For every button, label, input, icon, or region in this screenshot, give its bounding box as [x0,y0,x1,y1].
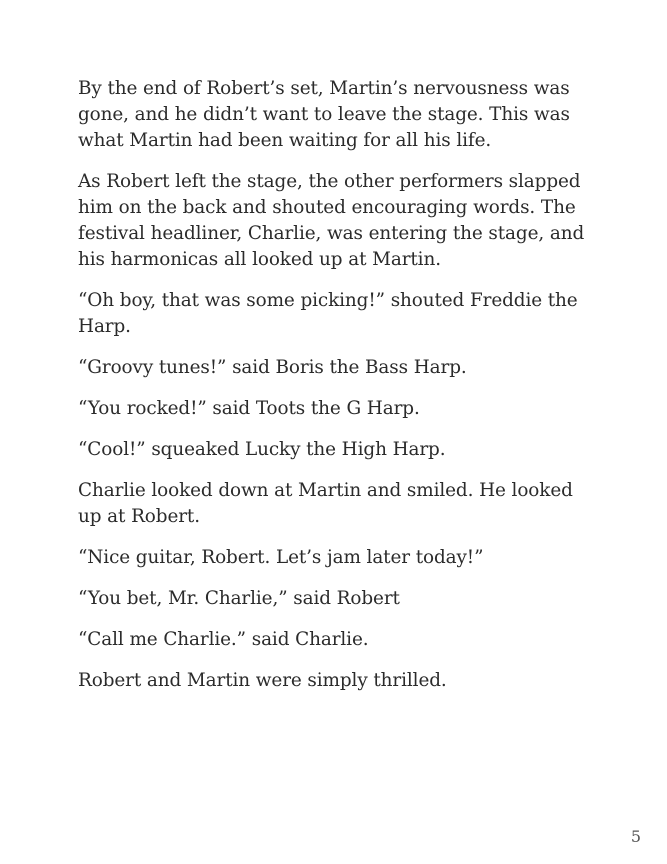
paragraph: By the end of Robert’s set, Martin’s nervousness was gone, and he didn’t want to leave the stage. This was what Martin had been waiting for all his life. [78,78,570,151]
paragraph: Robert and Martin were simply thrilled. [78,670,447,691]
paragraph: Charlie looked down at Martin and smiled. He looked up at Robert. [78,480,573,527]
paragraph: “Nice guitar, Robert. Let’s jam later today!” [78,547,484,568]
paragraph: “You rocked!” said Toots the G Harp. [78,398,420,419]
page-number: 5 [630,827,641,846]
paragraph: As Robert left the stage, the other performers slapped him on the back and shouted encouraging words. The festival headliner, Charlie, was entering the stage, and his harmonicas all looked up at Martin. [78,171,585,270]
paragraph: “Call me Charlie.” said Charlie. [78,629,369,650]
paragraph: “Groovy tunes!” said Boris the Bass Harp. [78,357,467,378]
paragraph: “Cool!” squeaked Lucky the High Harp. [78,439,446,460]
paragraph: “Oh boy, that was some picking!” shouted Freddie the Harp. [78,290,578,337]
paragraph: “You bet, Mr. Charlie,” said Robert [78,588,400,609]
story-text [78,76,598,709]
